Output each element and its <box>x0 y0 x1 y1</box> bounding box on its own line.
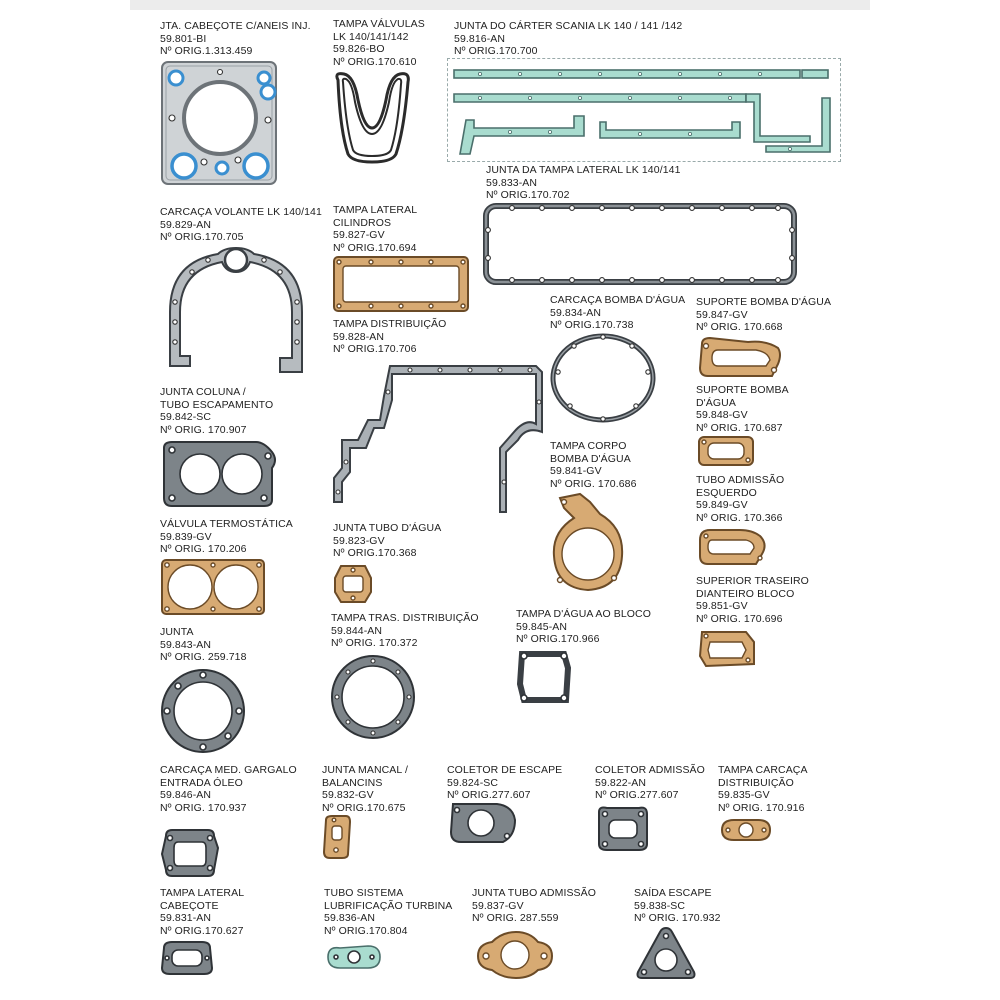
side-cover-gasket-image <box>482 200 800 288</box>
ring-gasket-image <box>160 668 246 754</box>
label-carcaca-volante: CARCAÇA VOLANTE LK 140/141 59.829-AN Nº ORIG.170.705 <box>160 206 322 243</box>
label-saida-escape: SAÍDA ESCAPE 59.838-SC Nº ORIG. 170.932 <box>634 887 721 924</box>
label-suporte-bomba-agua-2: SUPORTE BOMBA D'ÁGUA 59.848-GV Nº ORIG. 170.687 <box>696 384 789 434</box>
label-junta-tubo-admissao: JUNTA TUBO ADMISSÃO 59.837-GV Nº ORIG. 287.559 <box>472 887 597 924</box>
timing-cover-gasket-image <box>330 352 546 516</box>
label-tampa-tras-distribuicao: TAMPA TRAS. DISTRIBUIÇÃO 59.844-AN Nº ORIG. 170.372 <box>331 612 479 649</box>
water-tube-gasket-image <box>331 562 375 606</box>
water-pump-bracket-gasket-1-image <box>696 336 784 380</box>
label-jta-cabecote: JTA. CABEÇOTE C/ANEIS INJ. 59.801-BI Nº ORIG.1.313.459 <box>160 20 311 57</box>
turbo-lube-tube-gasket-image <box>324 940 384 974</box>
label-carcaca-bomba-agua: CARCAÇA BOMBA D'ÁGUA 59.834-AN Nº ORIG.170.738 <box>550 294 686 331</box>
label-tubo-lubrificacao: TUBO SISTEMA LUBRIFICAÇÃO TURBINA 59.836-AN Nº ORIG.170.804 <box>324 887 453 937</box>
label-coletor-escape: COLETOR DE ESCAPE 59.824-SC Nº ORIG.277.607 <box>447 764 563 801</box>
intake-tube-gasket-image <box>472 930 558 980</box>
label-tampa-corpo-bomba: TAMPA CORPO BOMBA D'ÁGUA 59.841-GV Nº ORIG. 170.686 <box>550 440 637 490</box>
cylinder-side-cover-gasket-image <box>331 254 471 314</box>
rear-timing-cover-gasket-image <box>330 654 416 740</box>
left-intake-tube-gasket-image <box>696 526 770 568</box>
upper-rear-block-gasket-image <box>696 626 758 670</box>
flywheel-housing-gasket-image <box>162 242 310 376</box>
timing-housing-cover-gasket-image <box>718 816 772 844</box>
water-pump-body-cover-gasket-image <box>550 492 626 596</box>
label-junta-coluna: JUNTA COLUNA / TUBO ESCAPAMENTO 59.842-SC Nº ORIG. 170.907 <box>160 386 274 436</box>
label-junta-carter: JUNTA DO CÁRTER SCANIA LK 140 / 141 /142 59.816-AN Nº ORIG.170.700 <box>454 20 683 57</box>
label-carcaca-gargalo: CARCAÇA MED. GARGALO ENTRADA ÓLEO 59.846-AN Nº ORIG. 170.937 <box>160 764 297 814</box>
label-coletor-admissao: COLETOR ADMISSÃO 59.822-AN Nº ORIG.277.607 <box>595 764 705 801</box>
thermostat-gasket-image <box>160 558 266 616</box>
head-gasket-image <box>160 60 280 188</box>
label-tubo-admissao-esquerdo: TUBO ADMISSÃO ESQUERDO 59.849-GV Nº ORIG. 170.366 <box>696 474 785 524</box>
label-junta-tampa-lateral: JUNTA DA TAMPA LATERAL LK 140/141 59.833-AN Nº ORIG.170.702 <box>486 164 681 201</box>
label-tampa-carcaca-distribuicao: TAMPA CARCAÇA DISTRIBUIÇÃO 59.835-GV Nº ORIG. 170.916 <box>718 764 808 814</box>
head-side-cover-gasket-image <box>160 940 214 976</box>
water-cover-block-gasket-image <box>516 648 572 706</box>
oil-pan-gasket-image <box>450 60 836 160</box>
intake-manifold-gasket-image <box>595 804 651 854</box>
exhaust-column-gasket-image <box>160 438 280 510</box>
label-tampa-agua-bloco: TAMPA D'ÁGUA AO BLOCO 59.845-AN Nº ORIG.170.966 <box>516 608 652 645</box>
label-junta-mancal: JUNTA MANCAL / BALANCINS 59.832-GV Nº ORIG.170.675 <box>322 764 408 814</box>
water-pump-bracket-gasket-2-image <box>696 434 756 468</box>
label-valvula-termostatica: VÁLVULA TERMOSTÁTICA 59.839-GV Nº ORIG. 170.206 <box>160 518 293 555</box>
label-tampa-lateral-cabecote: TAMPA LATERAL CABEÇOTE 59.831-AN Nº ORIG.170.627 <box>160 887 245 937</box>
valve-cover-gasket-image <box>330 70 414 166</box>
top-divider <box>130 0 870 10</box>
water-pump-housing-gasket-image <box>550 332 656 424</box>
exhaust-outlet-gasket-image <box>634 926 698 982</box>
label-superior-traseiro: SUPERIOR TRASEIRO DIANTEIRO BLOCO 59.851-GV Nº ORIG. 170.696 <box>696 575 809 625</box>
oil-filler-housing-gasket-image <box>160 828 220 878</box>
rocker-bearing-gasket-image <box>322 814 352 860</box>
label-tampa-valvulas: TAMPA VÁLVULAS LK 140/141/142 59.826-BO Nº ORIG.170.610 <box>333 18 425 68</box>
label-junta: JUNTA 59.843-AN Nº ORIG. 259.718 <box>160 626 247 663</box>
label-junta-tubo-agua: JUNTA TUBO D'ÁGUA 59.823-GV Nº ORIG.170.368 <box>333 522 442 559</box>
exhaust-manifold-gasket-image <box>447 800 517 846</box>
label-suporte-bomba-agua-1: SUPORTE BOMBA D'ÁGUA 59.847-GV Nº ORIG. 170.668 <box>696 296 832 333</box>
label-tampa-lateral-cilindros: TAMPA LATERAL CILINDROS 59.827-GV Nº ORIG.170.694 <box>333 204 418 254</box>
label-tampa-distribuicao: TAMPA DISTRIBUIÇÃO 59.828-AN Nº ORIG.170.706 <box>333 318 447 355</box>
